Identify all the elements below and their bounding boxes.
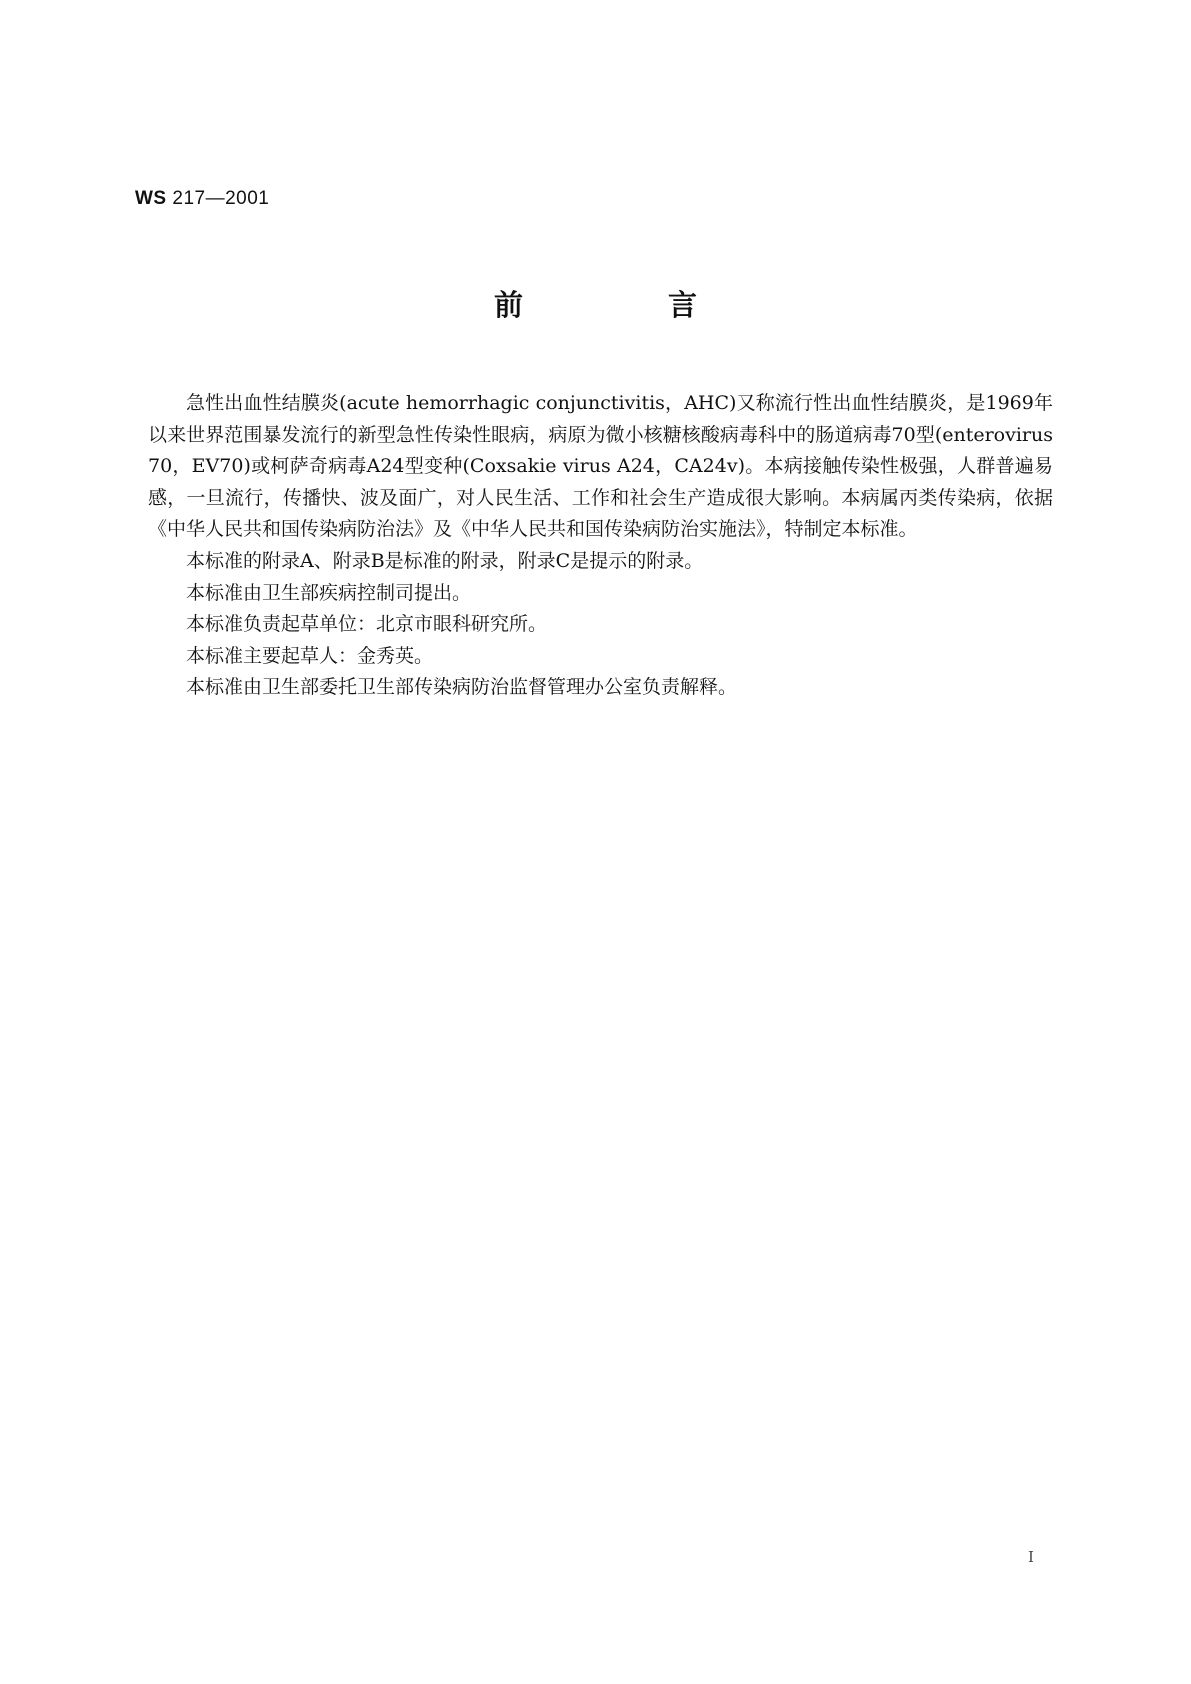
body-text: [148, 388, 1053, 704]
paragraph-appendix: 本标准的附录A、附录B是标准的附录，附录C是提示的附录。: [186, 549, 704, 572]
document-code-prefix: WS: [135, 188, 167, 209]
page-title: 前 言: [493, 288, 755, 322]
paragraph-intro: 急性出血性结膜炎(acute hemorrhagic conjunctivitis，AHC)又称流行性出血性结膜炎，是1969年以来世界范围暴发流行的新型急性传染性眼病，病原为微小核糖核酸病毒科中的肠道病毒70型(enterovirus 70，EV70)或柯萨奇病毒A24型变种(Coxsakie virus A24，CA24v)。本病接触传染性极强，人群普遍易感，一旦流行，传播快、波及面广，对人民生活、工作和社会生产造成很大影响。本病属丙类传染病，依据《中华人民共和国传染病防治法》及《中华人民共和国传染病防治实施法》，特制定本标准。: [148, 392, 1053, 541]
paragraph-drafter: 本标准主要起草人：金秀英。: [186, 644, 434, 667]
page-number: I: [1028, 1548, 1034, 1566]
paragraph-proposer: 本标准由卫生部疾病控制司提出。: [186, 581, 472, 604]
document-code-number: 217—2001: [172, 188, 270, 209]
document-code: [135, 188, 269, 210]
paragraph-interpretation: 本标准由卫生部委托卫生部传染病防治监督管理办公室负责解释。: [186, 676, 738, 699]
paragraph-drafting-unit: 本标准负责起草单位：北京市眼科研究所。: [186, 613, 548, 636]
